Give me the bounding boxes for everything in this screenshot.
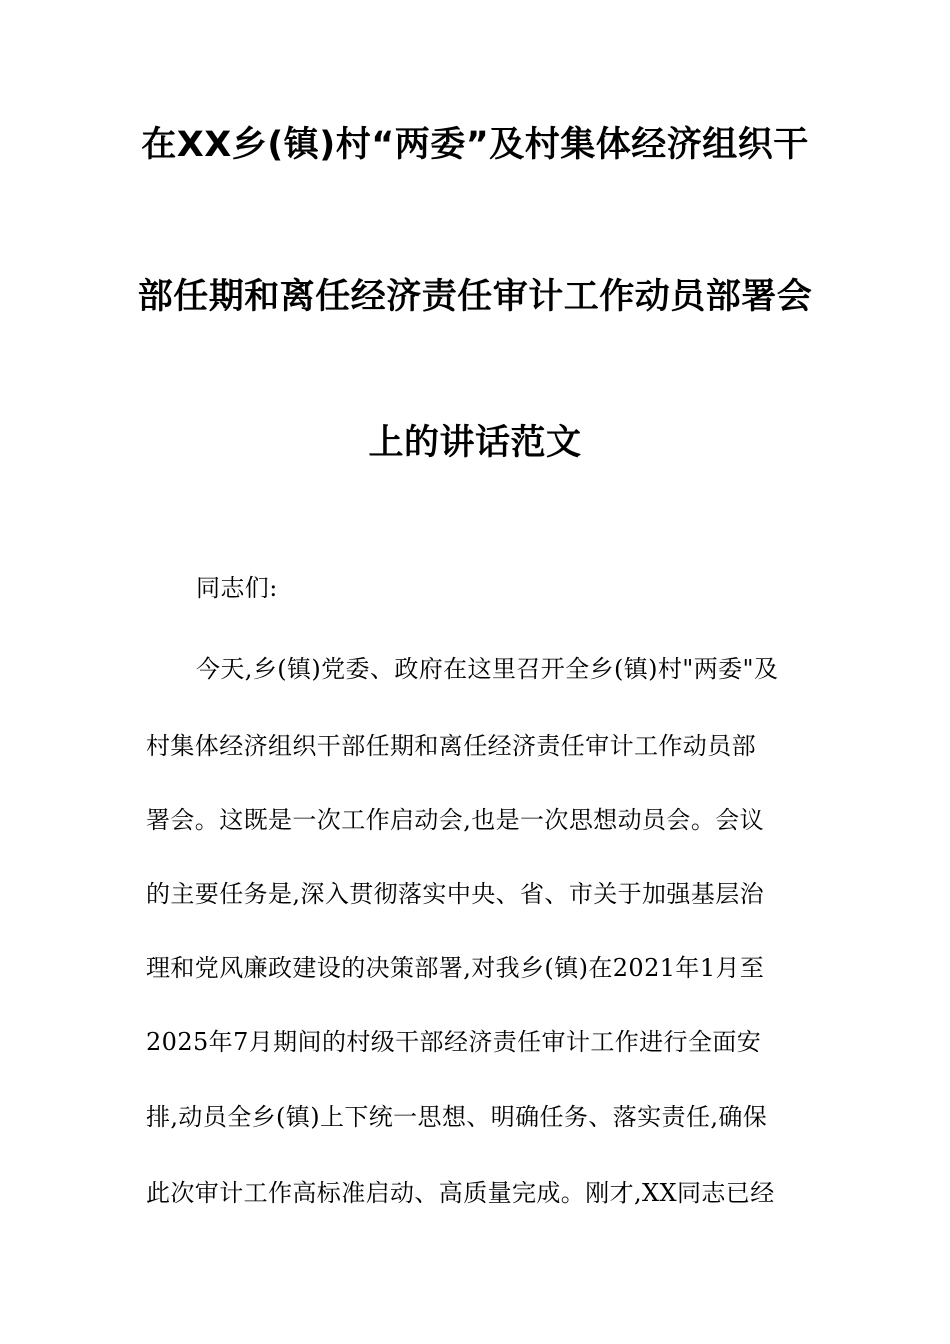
document-title-line-2: 部任期和离任经济责任审计工作动员部署会 <box>137 277 813 317</box>
paragraph-line-7: 排,动员全乡(镇)上下统一思想、明确任务、落实责任,确保 <box>146 1103 768 1131</box>
document-title-line-3: 上的讲话范文 <box>368 423 582 463</box>
paragraph-line-4: 的主要任务是,深入贯彻落实中央、省、市关于加强基层治 <box>146 880 765 908</box>
paragraph-line-2: 村集体经济组织干部任期和离任经济责任审计工作动员部 <box>146 732 756 760</box>
salutation: 同志们: <box>196 574 278 602</box>
paragraph-line-8: 此次审计工作高标准启动、高质量完成。刚才,XX同志已经 <box>146 1179 775 1207</box>
paragraph-line-6: 2025年7月期间的村级干部经济责任审计工作进行全面安 <box>146 1028 762 1056</box>
paragraph-line-3: 署会。这既是一次工作启动会,也是一次思想动员会。会议 <box>146 806 765 834</box>
paragraph-line-5: 理和党风廉政建设的决策部署,对我乡(镇)在2021年1月至 <box>146 954 765 982</box>
paragraph-line-1: 今天,乡(镇)党委、政府在这里召开全乡(镇)村"两委"及 <box>196 655 779 683</box>
document-title-line-1: 在XX乡(镇)村“两委”及村集体经济组织干 <box>141 125 809 165</box>
